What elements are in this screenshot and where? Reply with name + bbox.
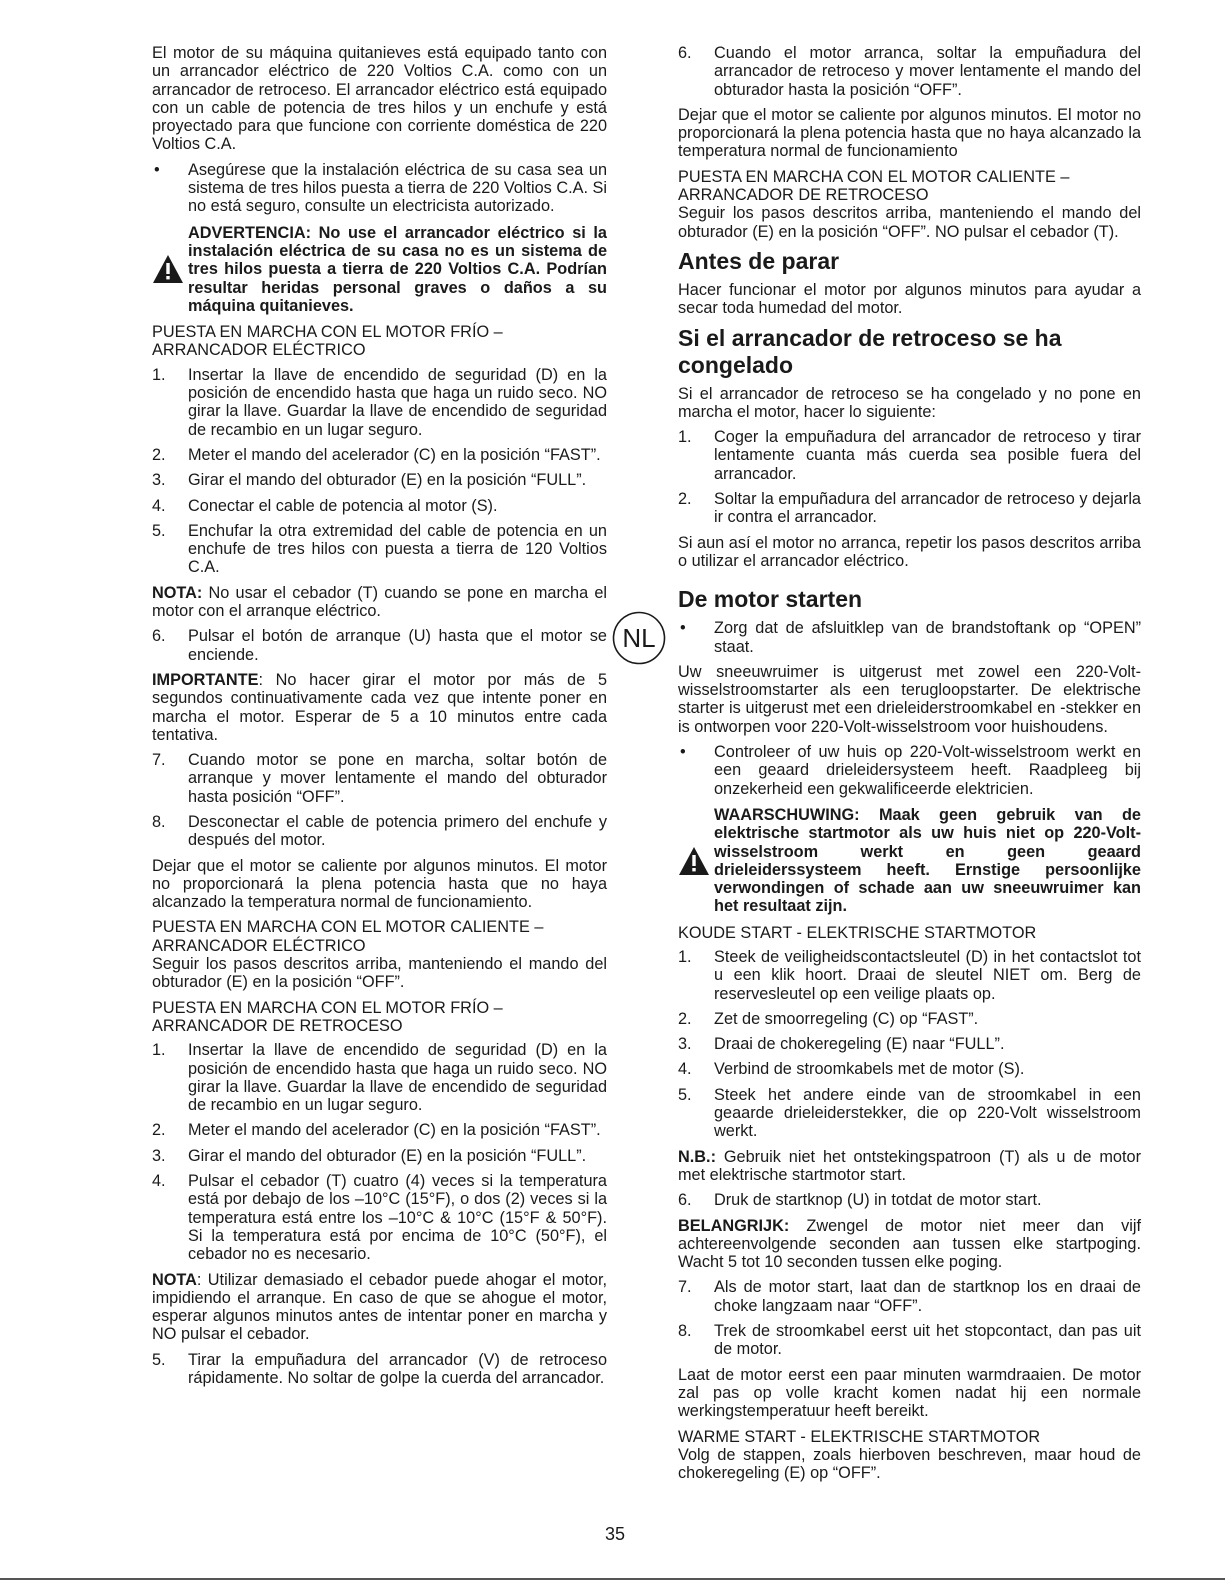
list-item: • Controleer of uw huis op 220-Volt-wisselstroom werkt en een geaard drieleidersysteem heeft. Raadpleeg bij onzekerheid een gekwalificeerde elektricien. bbox=[680, 743, 1141, 798]
bullet-list bbox=[678, 743, 1141, 798]
list-item: 8. Desconectar el cable de potencia primero del enchufe y después del motor. bbox=[152, 812, 607, 850]
list-item-text: Asegúrese que la instalación eléctrica de su casa sea un sistema de tres hilos puesta a tierra de 220 Voltios C.A. Si no está seguro, consulte un electricista autorizado. bbox=[188, 160, 608, 216]
list-item: 6. Cuando el motor arranca, soltar la empuñadura del arrancador de retroceso y mover lentamente el mando del obturador hasta la posición “OFF”. bbox=[678, 44, 1141, 99]
steps-list bbox=[678, 948, 1141, 1141]
body-paragraph: Volg de stappen, zoals hierboven beschreven, maar houd de chokeregeling (E) op “OFF”. bbox=[678, 1445, 1141, 1483]
list-item: 1. Insertar la llave de encendido de seguridad (D) en la posición de encendido hasta que haga un ruido seco. NO girar la llave. Guardar la llave de encendido de seguridad de recambio en un lugar seguro. bbox=[152, 365, 607, 439]
heading-de-motor-starten: De motor starten bbox=[678, 586, 863, 613]
list-item: 1. Steek de veiligheidscontactsleutel (D) in het contactslot tot u een klik hoort. Draai de sleutel NIET om. Berg de reservesleutel op een veilige plaats op. bbox=[678, 947, 1141, 1003]
warning-text: WAARSCHUWING: Maak geen gebruik van de elektrische startmotor als uw huis niet op 220-Volt-wisselstroom werkt en geen geaard drieleiderssysteem heeft. Ernstige persoonlijke verwondingen of schade aan uw sneeuwruimer kan het resultaat zijn. bbox=[714, 805, 1141, 916]
list-item: 4. Pulsar el cebador (T) cuatro (4) veces si la temperatura está por debajo de los –10°C (15°F), o dos (2) veces si la temperatura está entre los –10°C & 10°C (15°F & 50°F). Si la temperatura está por encima de 10°C (50°F), el cebador no es necesario. bbox=[152, 1172, 607, 1264]
language-badge-nl bbox=[612, 611, 666, 665]
page-number: 35 bbox=[604, 1524, 626, 1544]
heading-congelado: Si el arrancador de retroceso se ha congelado bbox=[678, 324, 1062, 378]
note-paragraph: NOTA: Utilizar demasiado el cebador puede ahogar el motor, impidiendo el arranque. En caso de que se ahogue el motor, esperar algunos minutos antes de intentar poner en marcha y NO pulsar el cebador. bbox=[152, 1270, 607, 1344]
list-item: 2. Meter el mando del acelerador (C) en la posición “FAST”. bbox=[152, 1121, 601, 1140]
list-item: 5. Steek het andere einde van de stroomkabel in een geaarde drieleiderstekker, die op 220-Volt wisselstroom werkt. bbox=[678, 1085, 1141, 1141]
list-item: 6. Pulsar el botón de arranque (U) hasta que el motor se enciende. bbox=[152, 627, 607, 664]
list-item: 2. Soltar la empuñadura del arrancador de retroceso y dejarla ir contra el arrancador. bbox=[678, 490, 1141, 527]
list-item: 2. Zet de smoorregeling (C) op “FAST”. bbox=[678, 1009, 979, 1028]
warning-text: ADVERTENCIA: No use el arrancador eléctrico si la instalación eléctrica de su casa no es un sistema de tres hilos puesta a tierra de 220 Voltios C.A. Podrían resultar heridas personal graves o daños a su máquina quitanieves. bbox=[188, 223, 607, 315]
list-item: 6. Druk de startknop (U) in totdat de motor start. bbox=[678, 1191, 1042, 1210]
list-item: 5. Enchufar la otra extremidad del cable de potencia en un enchufe de tres hilos con puesta a tierra de 120 Voltios C.A. bbox=[152, 521, 607, 577]
section-heading: PUESTA EN MARCHA CON EL MOTOR CALIENTE – ARRANCADOR ELÉCTRICO bbox=[152, 918, 544, 955]
section-heading: KOUDE START - ELEKTRISCHE STARTMOTOR bbox=[678, 923, 1037, 942]
list-item: 7. Cuando motor se pone en marcha, soltar botón de arranque y mover lentamente el mando del obturador hasta posición “OFF”. bbox=[152, 751, 607, 806]
steps-list bbox=[678, 44, 1141, 99]
left-column bbox=[152, 44, 607, 1394]
note-paragraph: N.B.: Gebruik niet het ontstekingspatroon (T) als u de motor met elektrische startmotor start. bbox=[678, 1147, 1141, 1184]
body-paragraph: Hacer funcionar el motor por algunos minutos para ayudar a secar toda humedad del motor. bbox=[678, 280, 1141, 318]
list-item: 3. Girar el mando del obturador (E) en la posición “FULL”. bbox=[152, 471, 587, 490]
warmup-paragraph: Dejar que el motor se caliente por algunos minutos. El motor no proporcionará la plena potencia hasta que no haya alcanzado la temperatura normal de funcionamiento bbox=[678, 105, 1141, 161]
section-heading: PUESTA EN MARCHA CON EL MOTOR FRÍO – ARRANCADOR ELÉCTRICO bbox=[152, 323, 503, 360]
list-item: 2. Meter el mando del acelerador (C) en la posición “FAST”. bbox=[152, 445, 601, 464]
section-heading: PUESTA EN MARCHA CON EL MOTOR FRÍO – ARRANCADOR DE RETROCESO bbox=[152, 998, 503, 1035]
list-item: 5. Tirar la empuñadura del arrancador (V) de retroceso rápidamente. No soltar de golpe la cuerda del arrancador. bbox=[152, 1350, 607, 1387]
warning-triangle-icon bbox=[152, 254, 184, 284]
page-bottom-divider bbox=[0, 1578, 1225, 1580]
heading-antes-de-parar: Antes de parar bbox=[678, 247, 840, 274]
intro-paragraph: El motor de su máquina quitanieves está equipado tanto con un arrancador eléctrico de 220 Voltios C.A. como con un arrancador de retroceso. El arrancador eléctrico está equipado con un cable de potencia de tres hilos y un enchufe y está proyectado para que funcione con corriente doméstica de 220 Voltios C.A. bbox=[152, 44, 607, 154]
warning-block bbox=[678, 806, 1141, 916]
list-item: 8. Trek de stroomkabel eerst uit het stopcontact, dan pas uit de motor. bbox=[678, 1322, 1141, 1359]
svg-text:NL: NL bbox=[622, 623, 656, 653]
body-paragraph: Uw sneeuwruimer is uitgerust met zowel een 220-Volt-wisselstroomstarter als een terugloopstarter. De elektrische starter is uitgerust met een drieleiderstroomkabel en -stekker en is ontworpen voor 220-Volt-wisselstroom voor huishoudens. bbox=[678, 662, 1141, 736]
steps-list bbox=[152, 366, 607, 577]
body-paragraph: Si aun así el motor no arranca, repetir los pasos descritos arriba o utilizar el arrancador eléctrico. bbox=[678, 533, 1141, 570]
bullet-list bbox=[678, 619, 1141, 656]
steps-list bbox=[152, 1351, 607, 1388]
important-paragraph: BELANGRIJK: Zwengel de motor niet meer dan vijf achtereenvolgende seconden aan tussen elke startpoging. Wacht 5 tot 10 seconden tussen elke poging. bbox=[678, 1216, 1141, 1272]
body-paragraph: Si el arrancador de retroceso se ha congelado y no pone en marcha el motor, hacer lo siguiente: bbox=[678, 384, 1141, 421]
list-item: 4. Conectar el cable de potencia al motor (S). bbox=[152, 496, 498, 515]
bullet-dot: • bbox=[154, 160, 160, 179]
list-item: • Zorg dat de afsluitklep van de brandstoftank op “OPEN” staat. bbox=[680, 619, 1141, 656]
list-item: 3. Girar el mando del obturador (E) en la posición “FULL”. bbox=[152, 1146, 587, 1165]
steps-list bbox=[678, 1278, 1141, 1358]
section-heading: PUESTA EN MARCHA CON EL MOTOR CALIENTE – ARRANCADOR DE RETROCESO bbox=[678, 167, 1070, 205]
body-paragraph: Seguir los pasos descritos arriba, manteniendo el mando del obturador (E) en la posición “OFF”. bbox=[152, 955, 607, 992]
steps-list bbox=[678, 428, 1141, 526]
steps-list bbox=[152, 751, 607, 849]
right-column bbox=[678, 44, 1141, 1489]
warmup-paragraph: Laat de motor eerst een paar minuten warmdraaien. De motor zal pas op volle kracht komen nadat hij een normale werkingstemperatuur heeft bereikt. bbox=[678, 1365, 1141, 1421]
list-item: 1. Coger la empuñadura del arrancador de retroceso y tirar lentamente cuanta más cuerda sea posible fuera del arrancador. bbox=[678, 428, 1141, 483]
important-paragraph: IMPORTANTE: No hacer girar el motor por más de 5 segundos continuativamente cada vez que intente poner en marcha el motor. Esperar de 5 a 10 minutos entre cada tentativa. bbox=[152, 670, 607, 744]
steps-list bbox=[152, 1041, 607, 1263]
warning-triangle-icon bbox=[678, 846, 710, 876]
steps-list bbox=[152, 627, 607, 664]
warning-block bbox=[152, 224, 607, 315]
steps-list bbox=[678, 1191, 1141, 1209]
body-paragraph: Seguir los pasos descritos arriba, manteniendo el mando del obturador (E) en la posición “OFF”. NO pulsar el cebador (T). bbox=[678, 204, 1141, 241]
list-item: 7. Als de motor start, laat dan de startknop los en draai de choke langzaam naar “OFF”. bbox=[678, 1278, 1141, 1315]
list-item: 1. Insertar la llave de encendido de seguridad (D) en la posición de encendido hasta que haga un ruido seco. NO girar la llave. Guardar la llave de encendido de seguridad de recambio en un lugar seguro. bbox=[152, 1041, 607, 1115]
list-item: 3. Draai de chokeregeling (E) naar “FULL”. bbox=[678, 1035, 1005, 1054]
warmup-paragraph: Dejar que el motor se caliente por algunos minutos. El motor no proporcionará la plena potencia hasta que no haya alcanzado la temperatura normal de funcionamiento. bbox=[152, 856, 607, 912]
list-item: 4. Verbind de stroomkabels met de motor (S). bbox=[678, 1060, 1025, 1079]
list-item bbox=[152, 161, 607, 216]
note-paragraph: NOTA: No usar el cebador (T) cuando se pone en marcha el motor con el arranque eléctrico. bbox=[152, 583, 607, 621]
bullet-list bbox=[152, 161, 607, 216]
section-heading: WARME START - ELEKTRISCHE STARTMOTOR bbox=[678, 1427, 1041, 1446]
